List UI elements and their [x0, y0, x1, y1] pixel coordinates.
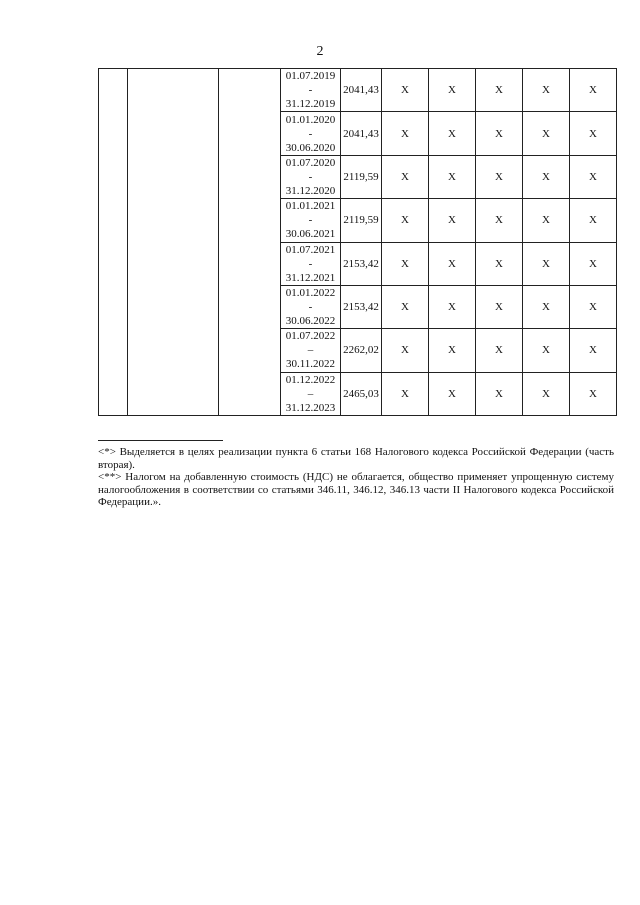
- mark-cell: X: [570, 112, 617, 155]
- period-start: 01.01.2021: [285, 200, 336, 213]
- mark-cell: X: [523, 155, 570, 198]
- period-end: 31.12.2023: [285, 401, 336, 414]
- mark-cell: X: [570, 242, 617, 285]
- mark-cell: X: [476, 329, 523, 372]
- table-row: [99, 69, 617, 112]
- period-start: 01.07.2019: [285, 70, 336, 83]
- period-end: 31.12.2020: [285, 184, 336, 197]
- period-cell: [281, 69, 341, 112]
- price-cell: 2262,02: [341, 329, 382, 372]
- mark-cell: X: [429, 155, 476, 198]
- mark-cell: X: [476, 372, 523, 415]
- merged-cell-2: [128, 69, 219, 416]
- tariff-table-body: [99, 69, 617, 416]
- mark-cell: X: [523, 69, 570, 112]
- period-end: 31.12.2019: [285, 98, 336, 111]
- period-cell: [281, 155, 341, 198]
- mark-cell: X: [523, 242, 570, 285]
- mark-cell: X: [382, 112, 429, 155]
- mark-cell: X: [476, 242, 523, 285]
- period-separator: -: [308, 301, 313, 314]
- period-end: 30.06.2020: [285, 141, 336, 154]
- price-cell: 2465,03: [341, 372, 382, 415]
- period-start: 01.01.2020: [285, 113, 336, 126]
- mark-cell: X: [429, 69, 476, 112]
- tariff-table: [98, 68, 617, 416]
- price-cell: 2153,42: [341, 242, 382, 285]
- period-cell: [281, 242, 341, 285]
- mark-cell: X: [523, 199, 570, 242]
- mark-cell: X: [429, 285, 476, 328]
- mark-cell: X: [429, 112, 476, 155]
- period-start: 01.07.2020: [285, 156, 336, 169]
- merged-cell-3: [219, 69, 281, 416]
- period-cell: [281, 329, 341, 372]
- period-separator: -: [308, 170, 313, 183]
- period-cell: [281, 372, 341, 415]
- period-end: 30.06.2021: [285, 228, 336, 241]
- period-cell: [281, 285, 341, 328]
- footnote-1: <*> Выделяется в целях реализации пункта 6 статьи 168 Налогового кодекса Российской Федерации (часть вторая).: [98, 446, 614, 471]
- mark-cell: X: [570, 155, 617, 198]
- mark-cell: X: [570, 329, 617, 372]
- period-start: 01.01.2022: [285, 287, 336, 300]
- mark-cell: X: [382, 285, 429, 328]
- mark-cell: X: [570, 372, 617, 415]
- period-cell: [281, 199, 341, 242]
- footnote-2: <**> Налогом на добавленную стоимость (НДС) не облагается, общество применяет упрощенную систему налогообложения в соответствии со статьями 346.11, 346.12, 346.13 части II Налогового кодекса Российской Федерации.».: [98, 471, 614, 509]
- mark-cell: X: [382, 199, 429, 242]
- period-start: 01.07.2021: [285, 243, 336, 256]
- mark-cell: X: [476, 69, 523, 112]
- mark-cell: X: [570, 285, 617, 328]
- footnote-separator: [98, 440, 223, 441]
- period-separator: –: [307, 387, 314, 400]
- period-cell: [281, 112, 341, 155]
- period-start: 01.12.2022: [285, 373, 336, 386]
- period-separator: -: [308, 257, 313, 270]
- mark-cell: X: [429, 242, 476, 285]
- price-cell: 2041,43: [341, 112, 382, 155]
- mark-cell: X: [476, 285, 523, 328]
- page-number: 2: [316, 44, 324, 59]
- period-separator: -: [308, 84, 313, 97]
- mark-cell: X: [382, 242, 429, 285]
- mark-cell: X: [476, 155, 523, 198]
- period-start: 01.07.2022: [285, 330, 336, 343]
- price-cell: 2153,42: [341, 285, 382, 328]
- mark-cell: X: [523, 112, 570, 155]
- period-end: 30.11.2022: [285, 358, 336, 371]
- mark-cell: X: [382, 372, 429, 415]
- mark-cell: X: [382, 329, 429, 372]
- mark-cell: X: [523, 372, 570, 415]
- period-separator: -: [308, 127, 313, 140]
- mark-cell: X: [382, 69, 429, 112]
- merged-cell-1: [99, 69, 128, 416]
- mark-cell: X: [570, 199, 617, 242]
- mark-cell: X: [429, 199, 476, 242]
- mark-cell: X: [476, 112, 523, 155]
- price-cell: 2119,59: [341, 155, 382, 198]
- price-cell: 2041,43: [341, 69, 382, 112]
- period-end: 30.06.2022: [285, 315, 336, 328]
- mark-cell: X: [476, 199, 523, 242]
- period-separator: -: [308, 214, 313, 227]
- period-separator: –: [307, 344, 314, 357]
- price-cell: 2119,59: [341, 199, 382, 242]
- mark-cell: X: [382, 155, 429, 198]
- footnotes: [98, 446, 614, 509]
- mark-cell: X: [429, 372, 476, 415]
- mark-cell: X: [523, 329, 570, 372]
- mark-cell: X: [429, 329, 476, 372]
- period-end: 31.12.2021: [285, 271, 336, 284]
- mark-cell: X: [570, 69, 617, 112]
- mark-cell: X: [523, 285, 570, 328]
